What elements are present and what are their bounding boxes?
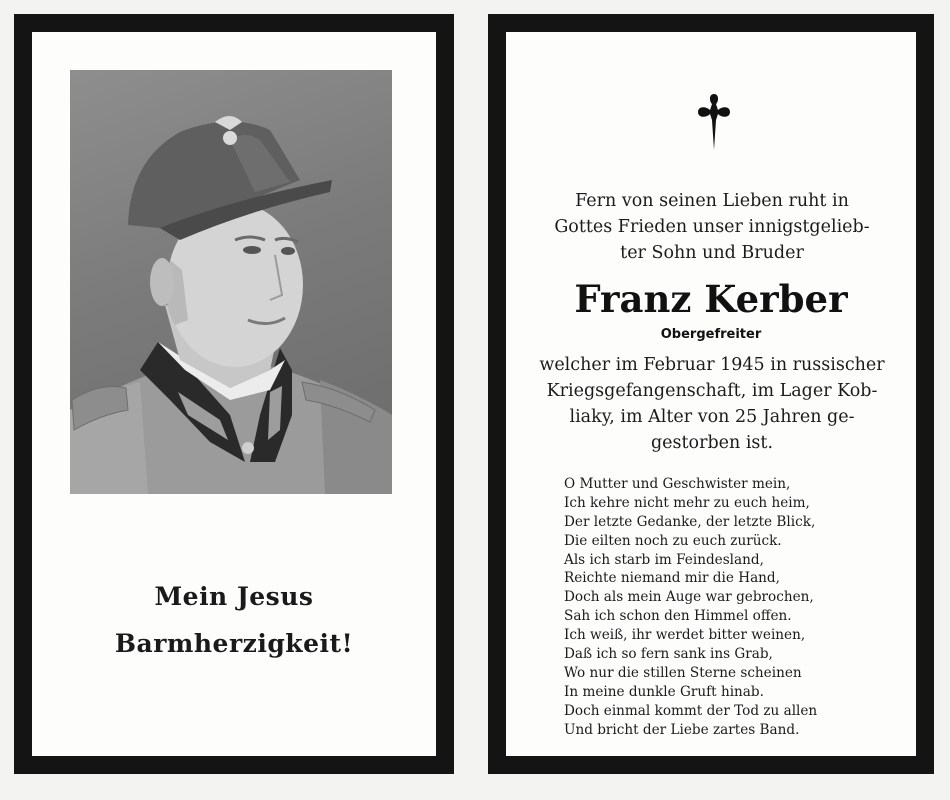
soldier-portrait-image — [70, 70, 392, 494]
memorial-poem — [564, 475, 884, 739]
poem-line: Ich kehre nicht mehr zu euch heim, — [564, 494, 810, 511]
poem-line: Und bricht der Liebe zartes Band. — [564, 721, 800, 738]
motto-line-2: Barmherzigkeit! — [114, 629, 354, 658]
poem-line: Als ich starb im Feindesland, — [564, 551, 764, 568]
death-notice-text — [536, 352, 888, 456]
intro-text — [536, 188, 888, 266]
poem-line: Wo nur die stillen Sterne scheinen — [564, 664, 802, 681]
poem-line: Doch als mein Auge war gebrochen, — [564, 589, 814, 606]
poem-line: In meine dunkle Gruft hinab. — [564, 683, 764, 700]
poem-line: Doch einmal kommt der Tod zu allen — [564, 702, 818, 719]
poem-line: Reichte niemand mir die Hand, — [564, 570, 780, 587]
cross-icon — [696, 92, 732, 152]
intro-line: ter Sohn und Bruder — [620, 243, 804, 263]
death-line: liaky, im Alter von 25 Jahren ge- — [569, 407, 855, 427]
poem-line: Daß ich so fern sank ins Grab, — [564, 646, 773, 663]
deceased-rank: Obergefreiter — [660, 327, 762, 342]
portrait-photo — [70, 70, 392, 494]
poem-line: Die eilten noch zu euch zurück. — [564, 532, 782, 549]
poem-line: O Mutter und Geschwister mein, — [564, 476, 791, 492]
right-memorial-card — [488, 14, 934, 774]
poem-line: Ich weiß, ihr werdet bitter weinen, — [564, 627, 806, 644]
deceased-name: Franz Kerber — [574, 277, 848, 321]
motto-line-1: Mein Jesus — [154, 582, 314, 611]
intro-line: Fern von seinen Lieben ruht in — [575, 191, 849, 211]
death-line: Kriegsgefangenschaft, im Lager Kob- — [546, 381, 878, 401]
poem-line: Der letzte Gedanke, der letzte Blick, — [564, 513, 816, 530]
left-memorial-card — [14, 14, 454, 774]
poem-line: Sah ich schon den Himmel offen. — [564, 608, 792, 625]
death-line: welcher im Februar 1945 in russischer — [539, 355, 885, 375]
death-line: gestorben ist. — [650, 433, 774, 453]
intro-line: Gottes Frieden unser innigstgelieb- — [554, 217, 870, 237]
